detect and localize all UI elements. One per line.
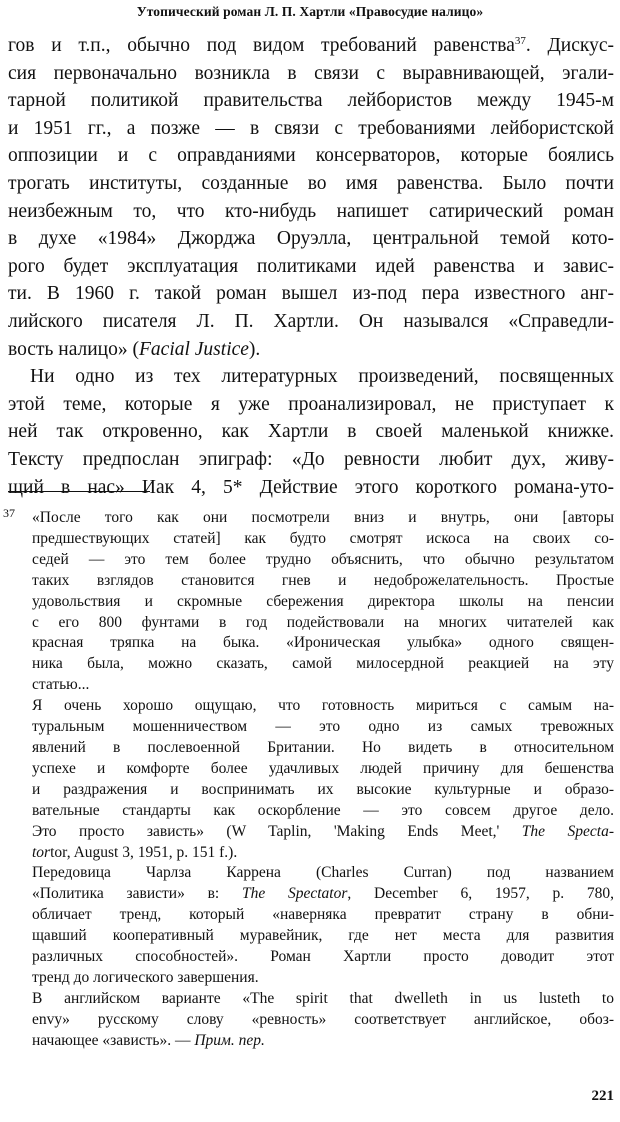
footnote-line: вательные стандарты как оскорбление — это совсем другое дело. bbox=[32, 801, 614, 819]
journal-title: tor bbox=[32, 843, 51, 861]
footnote-line: начающее «зависть». — Прим. пер. bbox=[32, 1031, 265, 1049]
page-number: 221 bbox=[591, 1088, 614, 1104]
text-line: вость налицо» (Facial Justice). bbox=[8, 338, 261, 360]
footnote-line: удовольствия и скромные сбережения директора школы на пенсии bbox=[32, 592, 614, 610]
text-line: в духе «1984» Джорджа Оруэлла, центральной темой кото- bbox=[8, 228, 614, 250]
footnote-line: таких взглядов становится гнев и недоброжелательность. Простые bbox=[32, 571, 614, 589]
footnote-line: и раздражения и воспринимать их высокие культурные и образо- bbox=[32, 780, 614, 798]
footnote-line: В английском варианте «The spirit that dwelleth in us lusteth to bbox=[32, 989, 614, 1007]
footnote-line: «Политика зависти» в: The Spectator, December 6, 1957, p. 780, bbox=[32, 885, 615, 903]
text-line: гов и т.п., обычно под видом требований равенства$^{37}$. Дискус- bbox=[8, 35, 614, 56]
footnote-line: успехе и комфорте более удачливых людей причину для бешенства bbox=[32, 759, 614, 777]
footnote-line: Это просто зависть» (W Taplin, 'Making Ends Meet,' The Specta- bbox=[32, 822, 614, 840]
footnote-line: с его 800 фунтами в год подействовали на многих читателей как bbox=[32, 613, 614, 631]
text-line: рого будет эксплуатация политиками идей равенства и завис- bbox=[8, 255, 614, 277]
footnote-line: явлений в послевоенной Британии. Но видеть в относительном bbox=[32, 738, 614, 756]
footnote-line: обличает тренд, который «наверняка превратит страну в обни- bbox=[32, 906, 614, 924]
text-line: тарной политикой правительства лейбористов между 1945-м bbox=[8, 90, 614, 112]
footnote-line: «После того как они посмотрели вниз и внутрь, они [авторы bbox=[32, 509, 614, 526]
footnote-line: различных способностей». Роман Хартли просто доводит этот bbox=[32, 948, 614, 966]
footnote-line: тренд до логического завершения. bbox=[32, 968, 259, 986]
footnote-divider bbox=[8, 491, 150, 492]
journal-title: The Specta- bbox=[521, 822, 614, 840]
footnote bbox=[32, 508, 614, 1052]
text-line: этой теме, которые я уже проанализировал, не приступает к bbox=[8, 393, 614, 415]
book-title: Facial Justice bbox=[139, 338, 249, 360]
footnote-mark: 37 bbox=[3, 506, 15, 520]
journal-title: The Spectator bbox=[241, 885, 348, 903]
footnote-line: статью... bbox=[32, 676, 90, 694]
text-line: Ни одно из тех литературных произведений, посвященных bbox=[30, 366, 614, 388]
footnote-line: ника была, можно сказать, самой милосердной реакцией на эту bbox=[32, 655, 614, 673]
footnote-line: щавший кооперативный муравейник, где нет места для развития bbox=[32, 927, 614, 945]
text-line: оппозиции и с оправданиями консерваторов, которые боялись bbox=[8, 145, 614, 167]
footnote-line: Я очень хорошо ощущаю, что готовность мириться с самым на- bbox=[32, 697, 614, 715]
text-line: Тексту предпослан эпиграф: «До ревности любит дух, живу- bbox=[8, 448, 614, 470]
text-line: трогать институты, созданные во имя равенства. Было почти bbox=[8, 172, 614, 194]
footnote-line: envy» русскому слову «ревность» соответствует английское, обоз- bbox=[32, 1010, 614, 1028]
footnote-line: красная тряпка на быка. «Ироническая улыбка» одного священ- bbox=[32, 634, 614, 652]
text-line: сия первоначально возникла в связи с выравнивающей, эгали- bbox=[8, 62, 614, 84]
main-text bbox=[8, 32, 614, 501]
footnote-line: tortor, August 3, 1951, p. 151 f.). bbox=[32, 843, 238, 861]
text-line: и 1951 гг., а позже — в связи с требованиями лейбористской bbox=[8, 117, 614, 139]
text-line: неизбежным то, что кто-нибудь напишет сатирический роман bbox=[8, 200, 614, 222]
text-line: лийского писателя Л. П. Хартли. Он назывался «Справедли- bbox=[8, 310, 614, 332]
footnote-line: седей — это тем более трудно объяснить, что обычно результатом bbox=[32, 550, 614, 568]
translator-note: Прим. пер. bbox=[194, 1031, 265, 1049]
footnote-line: предшествующих статей] как будто смотрят искоса на своих со- bbox=[32, 529, 614, 547]
text-line: щий в нас» Иак 4, 5* Действие этого короткого романа-уто- bbox=[8, 476, 614, 498]
text-line: ти. В 1960 г. такой роман вышел из-под пера известного анг- bbox=[8, 283, 614, 305]
footnote-line: Передовица Чарлза Каррена (Charles Curran) под названием bbox=[32, 864, 614, 882]
footnote-line: туральным мошенничеством — это одно из самых тревожных bbox=[32, 718, 614, 736]
footnote-reference: 37 bbox=[514, 35, 526, 47]
text-line: ней так откровенно, как Хартли в своей маленькой книжке. bbox=[8, 421, 614, 443]
running-head: Утопический роман Л. П. Хартли «Правосудие налицо» bbox=[136, 4, 484, 19]
